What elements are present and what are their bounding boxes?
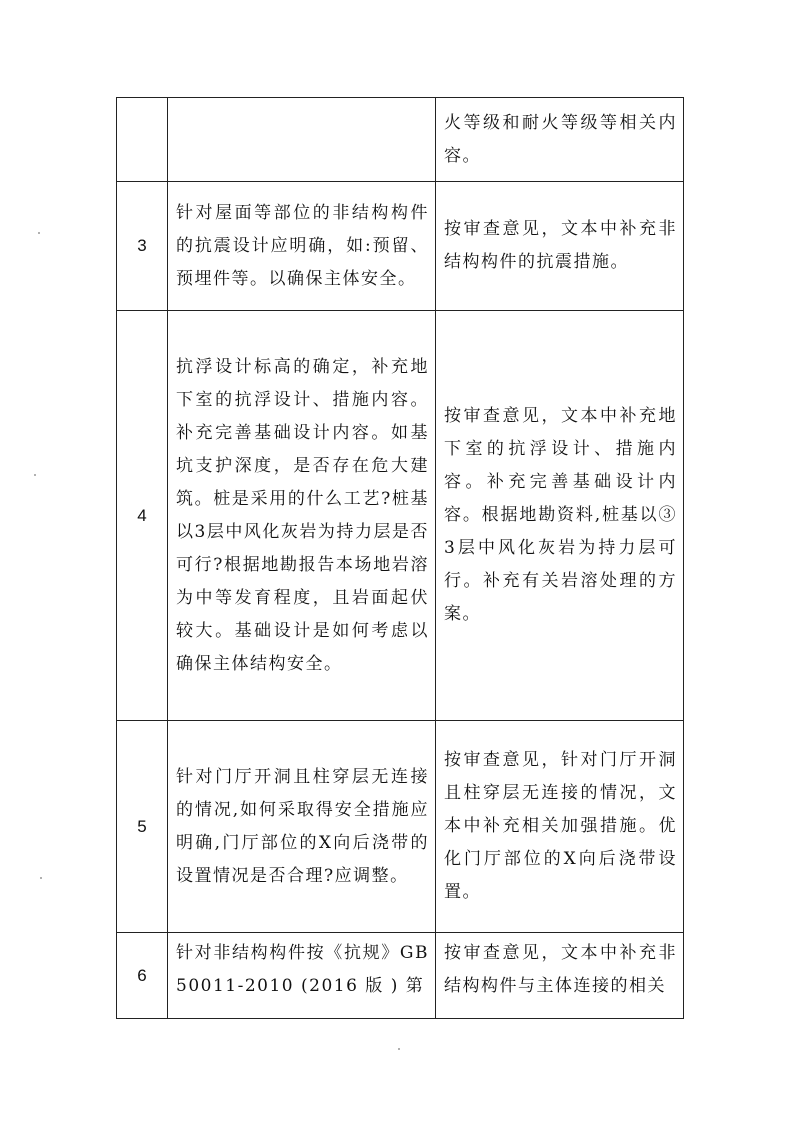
reply-cell [436,933,684,1019]
issue-text: 针对屋面等部位的非结构构件的抗震设计应明确，如:预留、预埋件等。以确保主体安全。 [176,202,429,289]
table-row [117,98,684,182]
reply-text: 按审查意见，文本中补充非结构构件的抗震措施。 [444,219,677,272]
reply-text: 按审查意见，针对门厅开洞且柱穿层无连接的情况，文本中补充相关加强措施。优化门厅部位的X向后浇带设置。 [444,750,677,902]
table-row [117,933,684,1019]
scan-speck [398,1048,400,1050]
issue-text: 针对门厅开洞且柱穿层无连接的情况,如何采取得安全措施应明确,门厅部位的X向后浇带的设置情况是否合理?应调整。 [176,766,429,886]
reply-text: 按审查意见，文本中补充非结构构件与主体连接的相关 [444,943,677,996]
row-number: 3 [117,182,168,311]
table-row [117,721,684,933]
scan-speck [40,877,42,879]
row-number: 5 [117,721,168,933]
row-number: 6 [117,933,168,1019]
row-number [117,98,168,182]
reply-cell [436,182,684,311]
issue-cell [168,311,436,721]
issue-text: 抗浮设计标高的确定，补充地下室的抗浮设计、措施内容。补充完善基础设计内容。如基坑支护深度，是否存在危大建筑。桩是采用的什么工艺?桩基以3层中风化灰岩为持力层是否可行?根据地勘报告本场地岩溶为中等发育程度，且岩面起伏较大。基础设计是如何考虑以确保主体结构安全。 [176,356,429,674]
issue-cell [168,98,436,182]
row-number: 4 [117,311,168,721]
scan-speck [38,232,40,234]
issue-cell [168,933,436,1019]
issue-cell [168,721,436,933]
reply-text: 火等级和耐火等级等相关内容。 [444,112,677,166]
table-row [117,182,684,311]
reply-cell [436,98,684,182]
issue-text: 针对非结构构件按《抗规》GB50011-2010 (2016 版 ) 第 [176,943,429,996]
reply-cell [436,311,684,721]
reply-text: 按审查意见，文本中补充地下室的抗浮设计、措施内容。补充完善基础设计内容。根据地勘资料,桩基以③3层中风化灰岩为持力层可行。补充有关岩溶处理的方案。 [444,406,677,624]
scan-speck [34,474,36,476]
review-comments-table [116,97,684,1019]
reply-cell [436,721,684,933]
issue-cell [168,182,436,311]
table-row [117,311,684,721]
